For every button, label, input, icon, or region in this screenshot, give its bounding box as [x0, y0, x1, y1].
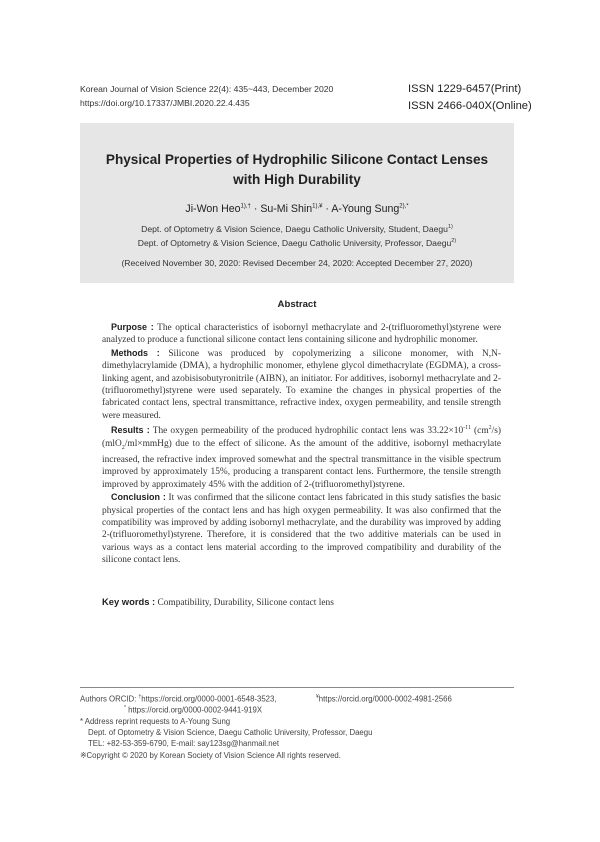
- results-exponent: -11: [463, 425, 471, 432]
- issn-online: ISSN 2466-040X(Online): [408, 99, 532, 112]
- paper-title: [80, 150, 514, 190]
- author-name: Su-Mi Shin: [260, 203, 313, 215]
- conclusion-text: It was confirmed that the silicone contact lens fabricated in this study satisfies the basic physical properties of the contact lens and has high oxygen permeability. It was also confirmed that the compatibility was improved by adding isobornyl methacrylate, and the durability was improved by adding 2-(trifluoromethyl)styrene. Therefore, it is considered that the two additive materials can be used in various ways as a contact lens material according to the improved compatibility and durability of the silicone contact lens.: [102, 493, 502, 565]
- orcid-line-3: [124, 703, 262, 716]
- received-dates: (Received November 30, 2020: Revised December 24, 2020: Accepted December 27, 2020): [121, 258, 473, 268]
- copyright-notice: ※Copyright © 2020 by Korean Society of Vision Science All rights reserved.: [80, 751, 341, 760]
- title-line-2: with High Durability: [233, 172, 361, 187]
- author-list: [80, 203, 514, 215]
- abstract-conclusion: [102, 491, 501, 566]
- orcid-line-2: [316, 692, 452, 705]
- orcid-mark: *: [124, 705, 126, 711]
- abstract-heading: Abstract: [277, 299, 317, 310]
- affiliation-text: Dept. of Optometry & Vision Science, Daegu Catholic University, Professor, Daegu: [137, 238, 452, 248]
- affiliation-text: Dept. of Optometry & Vision Science, Daegu Catholic University, Student, Daegu: [141, 224, 448, 234]
- keywords: [102, 596, 334, 608]
- results-subscript: 2: [121, 444, 125, 451]
- affiliation-mark: 1): [447, 224, 453, 231]
- issn-print: ISSN 1229-6457(Print): [408, 83, 522, 95]
- orcid-mark: ¥: [316, 694, 319, 700]
- doi-link[interactable]: https://doi.org/10.17337/JMBI.2020.22.4.435: [80, 97, 250, 108]
- keywords-label: Key words :: [102, 596, 156, 607]
- journal-header: [80, 83, 333, 110]
- orcid-mark: †: [138, 694, 142, 700]
- orcid-label: Authors ORCID:: [80, 694, 139, 704]
- abstract-body: [102, 321, 501, 567]
- orcid-link[interactable]: https://orcid.org/0000-0002-9441-919X: [125, 705, 263, 715]
- methods-text: Silicone was produced by copolymerizing a silicone monomer, with N,N-dimethylacrylamide (DMA), a hydrophilic monomer, ethylene glycol dimethacrylate (EGDMA), a cross-linking agent, and azobisisobutyronitrile (AIBN), an initiator. For additives, isobornyl methacrylate and 2-(trifluoromethyl)styrene were used separately. To examine the changes in physical properties of the fabricated contact lens, spectral transmittance, refractive index, oxygen permeability, and tensile strength were measured.: [102, 349, 501, 421]
- abstract-methods: [102, 347, 501, 422]
- orcid-link[interactable]: https://orcid.org/0000-0001-6548-3523,: [141, 694, 277, 704]
- reprint-department: Dept. of Optometry & Vision Science, Daegu Catholic University, Professor, Daegu: [88, 728, 373, 737]
- author-separator: ·: [250, 203, 261, 215]
- reprint-contact: TEL: +82-53-359-6790, E-mail: say123sg@hanmail.net: [88, 739, 280, 748]
- author-mark: 1),†: [240, 203, 251, 210]
- purpose-text: The optical characteristics of isobornyl methacrylate and 2-(trifluoromethyl)styrene were analyzed to produce a functional silicone contact lens containing silicone and hydrophilic monomer.: [102, 323, 501, 346]
- issn-block: [408, 81, 532, 114]
- results-exponent: 2: [488, 425, 492, 432]
- author-mark: 1),¥: [312, 203, 323, 210]
- results-text: /ml×mmHg) due to the effect of silicone. As the amount of the additive, isobornyl methacrylate increased, the refractive index improved somewhat and the spectral transmittance in the visible spectrum improved by approximately 15%, producing a transparent contact lens. Furthermore, the tensile strength improved by approximately 45% with the addition of 2-(trifluoromethyl)styrene.: [102, 438, 501, 490]
- conclusion-label: Conclusion :: [111, 492, 166, 503]
- affiliation-1: [80, 224, 514, 234]
- purpose-label: Purpose :: [111, 322, 154, 332]
- title-line-1: Physical Properties of Hydrophilic Silicone Contact Lenses: [105, 152, 489, 167]
- author-separator: ·: [322, 203, 332, 215]
- results-text: The oxygen permeability of the produced hydrophilic contact lens was 33.22×10: [149, 426, 464, 437]
- author-mark: 2),*: [399, 203, 409, 210]
- abstract-results: [102, 422, 501, 490]
- abstract-purpose: [102, 321, 501, 347]
- results-label: Results :: [111, 425, 150, 436]
- author-name: Ji-Won Heo: [185, 203, 241, 215]
- affiliation-mark: 2): [451, 238, 457, 245]
- orcid-link[interactable]: https://orcid.org/0000-0002-4981-2566: [318, 694, 452, 704]
- keywords-value: Compatibility, Durability, Silicone contact lens: [155, 598, 334, 608]
- author-name: A-Young Sung: [331, 203, 400, 215]
- affiliation-2: [80, 238, 514, 248]
- results-text: /s)(mlO: [102, 426, 502, 449]
- methods-label: Methods :: [111, 348, 160, 359]
- results-text: (cm: [470, 426, 489, 437]
- journal-citation: Korean Journal of Vision Science 22(4): 435~443, December 2020: [80, 84, 334, 94]
- reprint-request: * Address reprint requests to A-Young Sung: [80, 717, 231, 726]
- footnote-divider: [80, 687, 514, 688]
